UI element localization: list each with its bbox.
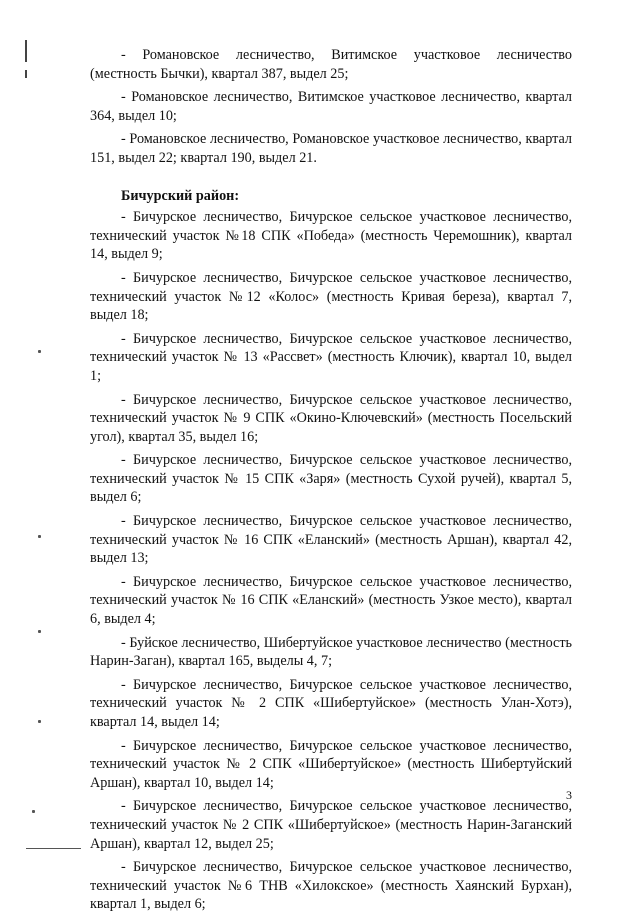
scan-margin-dot: [38, 350, 41, 353]
document-body: [90, 46, 572, 919]
scan-margin-dot: [38, 720, 41, 723]
footer-rule: [26, 848, 81, 849]
list-item: - Бичурское лесничество, Бичурское сельское участковое лесничество, технический участок № 16 СПК «Еланский» (местность Аршан), квартал 42, выдел 13;: [90, 513, 572, 567]
list-item: - Буйское лесничество, Шибертуйское участковое лесничество (местность Нарин-Заган), квартал 165, выделы 4, 7;: [90, 634, 572, 670]
scan-margin-dot: [38, 535, 41, 538]
list-item: - Романовское лесничество, Витимское участковое лесничество (местность Бычки), квартал 387, выдел 25;: [90, 47, 572, 82]
list-item: - Бичурское лесничество, Бичурское сельское участковое лесничество, технический участок № 13 «Рассвет» (местность Ключик), квартал 10, выдел 1;: [90, 330, 572, 384]
scan-margin-dot: [38, 630, 41, 633]
list-item: - Бичурское лесничество, Бичурское сельское участковое лесничество, технический участок №12 «Колос» (местность Кривая береза), квартал 7, выдел 18;: [90, 269, 572, 324]
list-item: - Бичурское лесничество, Бичурское сельское участковое лесничество, технический участок № 9 СПК «Окино-Ключевский» (местность Посельский угол), квартал 35, выдел 16;: [90, 391, 572, 445]
list-item: - Романовское лесничество, Романовское участковое лесничество, квартал 151, выдел 22; квартал 190, выдел 21.: [90, 131, 572, 166]
district-heading: Бичурский район:: [121, 187, 240, 204]
scan-margin-mark: [25, 40, 27, 62]
list-item: - Бичурское лесничество, Бичурское сельское участковое лесничество, технический участок № 2 СПК «Шибертуйское» (местность Нарин-Заганский Аршан), квартал 12, выдел 25;: [90, 798, 572, 852]
list-item: - Романовское лесничество, Витимское участковое лесничество, квартал 364, выдел 10;: [90, 89, 572, 124]
list-item: - Бичурское лесничество, Бичурское сельское участковое лесничество, технический участок № 2 СПК «Шибертуйское» (местность Улан-Хотэ), квартал 14, выдел 14;: [90, 676, 572, 730]
scan-margin-dot: [32, 810, 35, 813]
list-item: - Бичурское лесничество, Бичурское сельское участковое лесничество, технический участок № 16 СПК «Еланский» (местность Узкое место), квартал 6, выдел 4;: [90, 573, 572, 628]
section-gap: [90, 173, 572, 187]
list-item: - Бичурское лесничество, Бичурское сельское участковое лесничество, технический участок №6 ТНВ «Хилокское» (местность Хаянский Бурхан), квартал 1, выдел 6;: [90, 859, 572, 913]
page-number: 3: [566, 788, 572, 802]
list-item: - Бичурское лесничество, Бичурское сельское участковое лесничество, технический участок № 2 СПК «Шибертуйское» (местность Шибертуйский Аршан), квартал 10, выдел 14;: [90, 737, 572, 791]
scan-margin-mark: [25, 70, 27, 78]
list-item: - Бичурское лесничество, Бичурское сельское участковое лесничество, технический участок № 15 СПК «Заря» (местность Сухой ручей), квартал 5, выдел 6;: [90, 452, 572, 506]
list-item: - Бичурское лесничество, Бичурское сельское участковое лесничество, технический участок №18 СПК «Победа» (местность Черемошник), квартал 14, выдел 9;: [90, 209, 572, 263]
